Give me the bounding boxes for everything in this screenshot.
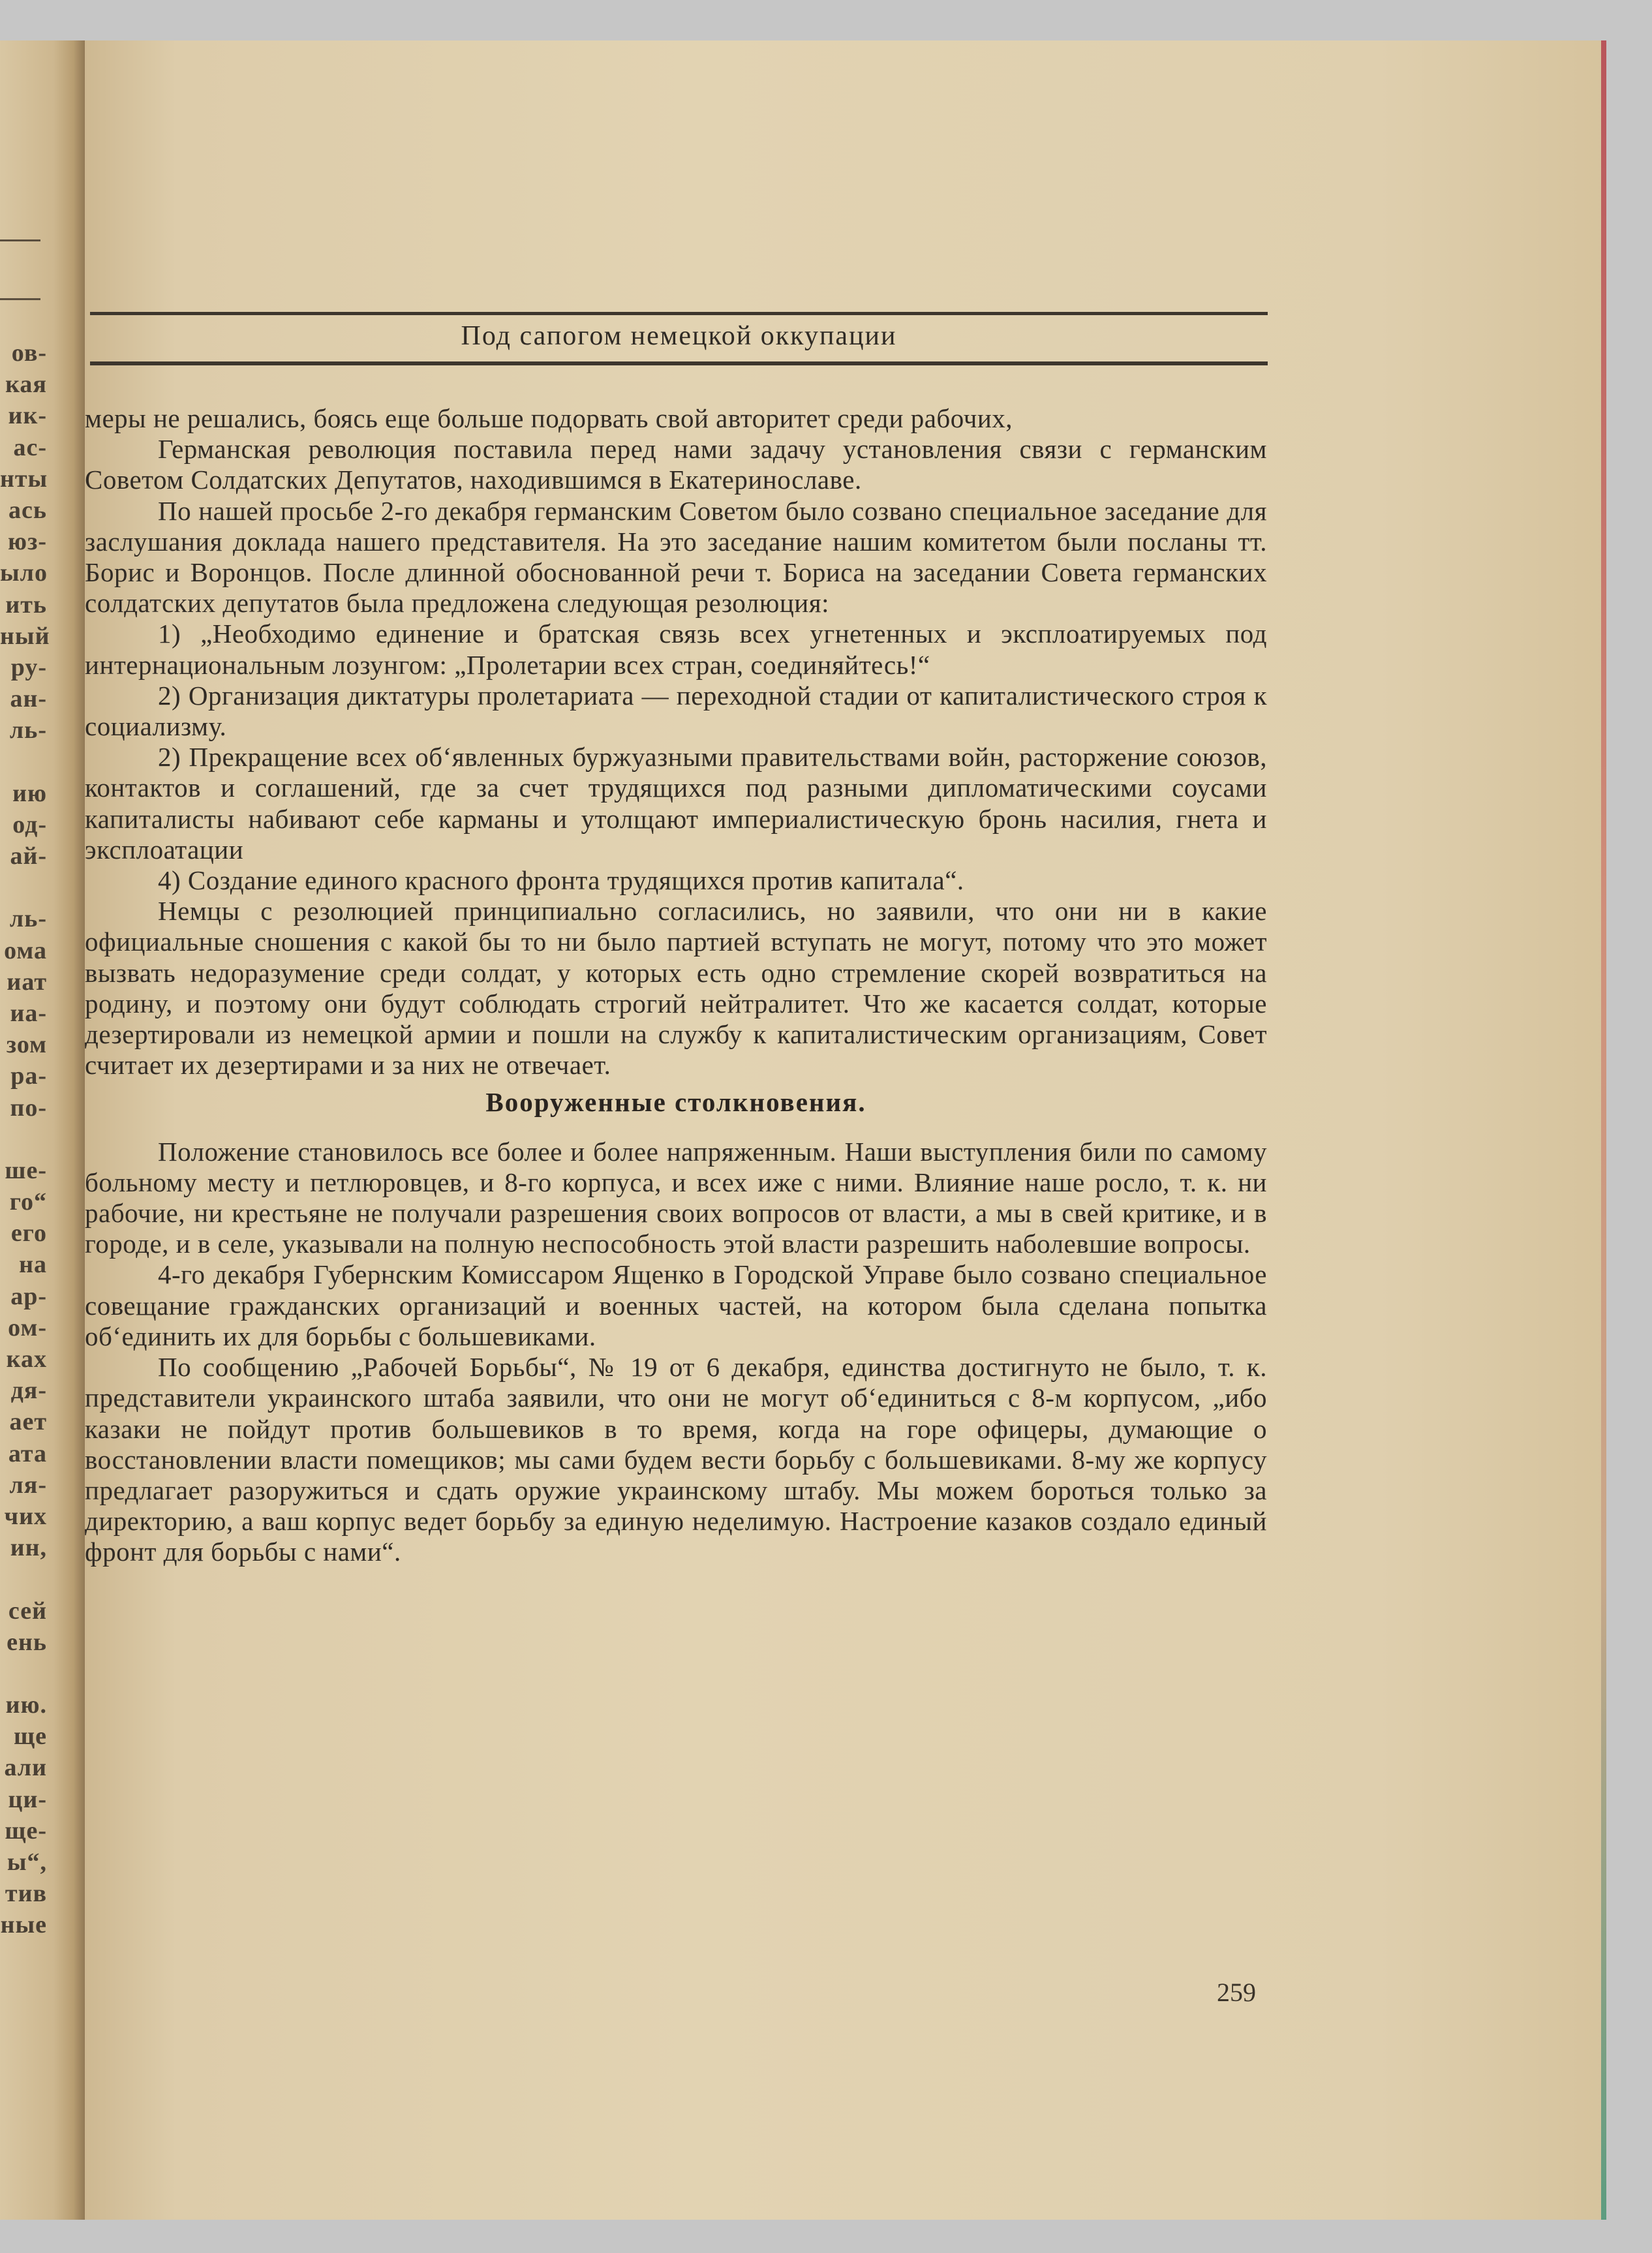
- previous-page-fragment: зом: [6, 1031, 47, 1059]
- previous-page-fragment: дя-: [10, 1377, 47, 1405]
- previous-page-fragment: ный: [0, 622, 50, 650]
- previous-page-fragment: ов-: [11, 339, 47, 367]
- paragraph: 4-го декабря Губернским Комиссаром Ященко в Городской Управе было созвано специальное совещание гражданских организаций и военных частей, на котором была сделана попытка об‘единить их для борьбы с большевиками.: [85, 1259, 1267, 1351]
- previous-page-fragment: по-: [10, 1094, 47, 1122]
- previous-page-fragment: ль-: [9, 716, 47, 744]
- paragraph: 1) „Необходимо единение и братская связь всех угнетенных и эксплоатируемых под интернациональным лозунгом: „Пролетарии всех стран, соединяйтесь!“: [85, 619, 1267, 680]
- previous-page-fragment: чих: [4, 1502, 47, 1530]
- previous-page-fragment: ась: [8, 496, 47, 524]
- previous-page-fragment: [0, 1124, 47, 1155]
- previous-page-fragment: ра-: [10, 1062, 47, 1090]
- previous-page-fragment: ные: [0, 1911, 47, 1939]
- previous-page-fragment: ля-: [9, 1471, 47, 1499]
- previous-page-fragment: ще: [14, 1723, 47, 1751]
- paragraph: Положение становилось все более и более напряженным. Наши выступления били по самому больному месту и петлюровцев, и 8-го корпуса, и всех иже с ними. Влияние наше росло, т. к. ни рабочие, ни крестьяне не получали разрешения своих вопросов от власти, а мы в свей критике, и в городе, и в селе, указывали на полную неспособность этой власти разрешить наболевшие вопросы.: [85, 1136, 1267, 1259]
- previous-page-fragment: сей: [8, 1597, 47, 1625]
- section-heading: Вооруженные столкновения.: [485, 1087, 866, 1118]
- paragraph: 2) Прекращение всех об‘явленных буржуазными правительствами войн, расторжение союзов, контактов и соглашений, где за счет трудящихся под разными дипломатическими соусами капиталисты набивают себе карманы и утолщают империалистическую бронь насилия, гнета и эксплоатации: [85, 742, 1267, 865]
- previous-page-fragment: ас-: [13, 433, 47, 461]
- paragraph: 2) Организация диктатуры пролетариата — переходной стадии от капиталистического строя к социализму.: [85, 680, 1267, 742]
- previous-page-fragment: [0, 872, 47, 903]
- running-header: [90, 270, 1268, 361]
- running-head-title: Под сапогом немецкой оккупации: [461, 321, 897, 351]
- book-scan: [0, 40, 1606, 2220]
- previous-page-fragment: ль-: [9, 905, 47, 933]
- previous-page-fragment: [0, 1563, 47, 1595]
- previous-page-fragment: ин,: [10, 1534, 47, 1562]
- previous-page-fragment: ыло: [0, 559, 48, 587]
- previous-page-fragment: ще-: [5, 1816, 47, 1845]
- paragraph: Германская революция поставила перед нами задачу установления связи с германским Советом Солдатских Депутатов, находившимся в Екатеринославе.: [85, 434, 1267, 495]
- previous-page-fragment: ай-: [10, 842, 47, 870]
- previous-page-fragment: ци-: [8, 1785, 47, 1813]
- previous-page-fragment: юз-: [8, 528, 47, 556]
- page-edge: [1601, 40, 1606, 2220]
- previous-page-fragment: кая: [5, 371, 47, 399]
- previous-page-fragment: ом-: [8, 1313, 47, 1341]
- previous-page-fragment: иа-: [10, 999, 47, 1027]
- paragraph: Немцы с резолюцией принципиально согласились, но заявили, что они ни в какие официальные сношения с какой бы то ни было партией вступать не могут, потому что это может вызвать недоразумение среди солдат, у которых есть одно стремление скорей возвратиться на родину, и поэтому они будут соблюдать строгий нейтралитет. Что же касается солдат, которые дезертировали из немецкой армии и пошли на службу к капиталистическим организациям, Совет считает их дезертирами и за них не отвечает.: [85, 896, 1267, 1081]
- previous-page-fragment: иат: [7, 968, 47, 996]
- text-block-1: [85, 403, 1267, 1081]
- previous-page-fragment: [0, 746, 47, 777]
- paragraph: 4) Создание единого красного фронта трудящихся против капитала“.: [158, 865, 964, 896]
- previous-page-fragment: ы“,: [7, 1848, 47, 1876]
- previous-page-fragment: нты: [0, 465, 48, 493]
- previous-page-fragment: ома: [4, 936, 47, 964]
- previous-page-fragment: на: [19, 1251, 47, 1279]
- previous-page-fragment: ар-: [10, 1282, 47, 1310]
- page-number: 259: [1217, 1978, 1256, 2007]
- previous-page-fragment: [0, 1658, 47, 1689]
- previous-page-fragment: ата: [8, 1439, 47, 1467]
- paragraph: По нашей просьбе 2-го декабря германским Советом было созвано специальное заседание для заслушания доклада нашего представителя. На это заседание нашим комитетом были посланы тт. Борис и Воронцов. После длинной обоснованной речи т. Бориса на заседании Совета германских солдатских депутатов была предложена следующая резолюция:: [85, 495, 1267, 619]
- previous-page-fragments: [0, 337, 50, 1941]
- previous-page-fragment: го“: [9, 1188, 47, 1216]
- page-body: [85, 403, 1267, 1568]
- previous-page-fragment: ках: [6, 1345, 47, 1373]
- header-rule-bottom: [90, 361, 1268, 365]
- previous-page-fragment: али: [4, 1754, 47, 1782]
- text-block-2: [85, 1137, 1267, 1568]
- previous-page-fragment: ру-: [10, 653, 47, 681]
- previous-page-fragment: тив: [5, 1880, 47, 1908]
- previous-page-fragment: ить: [5, 590, 47, 619]
- paragraph: По сообщению „Рабочей Борьбы“, № 19 от 6 декабря, единства достигнуто не было, т. к. представители украинского штаба заявили, что они не могут об‘единиться с 8-м корпусом, „ибо казаки не пойдут против большевиков в то время, когда на горе офицеры, думающие о восстановлении власти помещиков; мы сами будем вести борьбу с большевиками. 8-му же корпусу предлагает разоружиться и сдать оружие украинскому штабу. Мы можем бороться только за директорию, а ваш корпус ведет борьбу за единую неделимую. Настроение казаков создало единый фронт для борьбы с нами“.: [85, 1352, 1267, 1567]
- previous-page-fragment: ше-: [5, 1156, 47, 1184]
- header-rule-top: [90, 312, 1268, 315]
- previous-page-fragment: ан-: [10, 685, 47, 713]
- previous-page-fragment: ень: [7, 1628, 47, 1656]
- previous-page-fragment: од-: [12, 810, 47, 838]
- previous-page-fragment: ию.: [5, 1691, 47, 1719]
- paragraph: меры не решались, боясь еще больше подорвать свой авторитет среди рабочих,: [85, 403, 1013, 433]
- previous-page-rule: [0, 298, 40, 300]
- previous-page-fragment: ает: [9, 1408, 47, 1436]
- previous-page-rule: [0, 239, 40, 241]
- previous-page-fragment: его: [10, 1219, 47, 1248]
- previous-page-fragment: ию: [12, 779, 47, 807]
- previous-page-fragment: ик-: [8, 402, 47, 430]
